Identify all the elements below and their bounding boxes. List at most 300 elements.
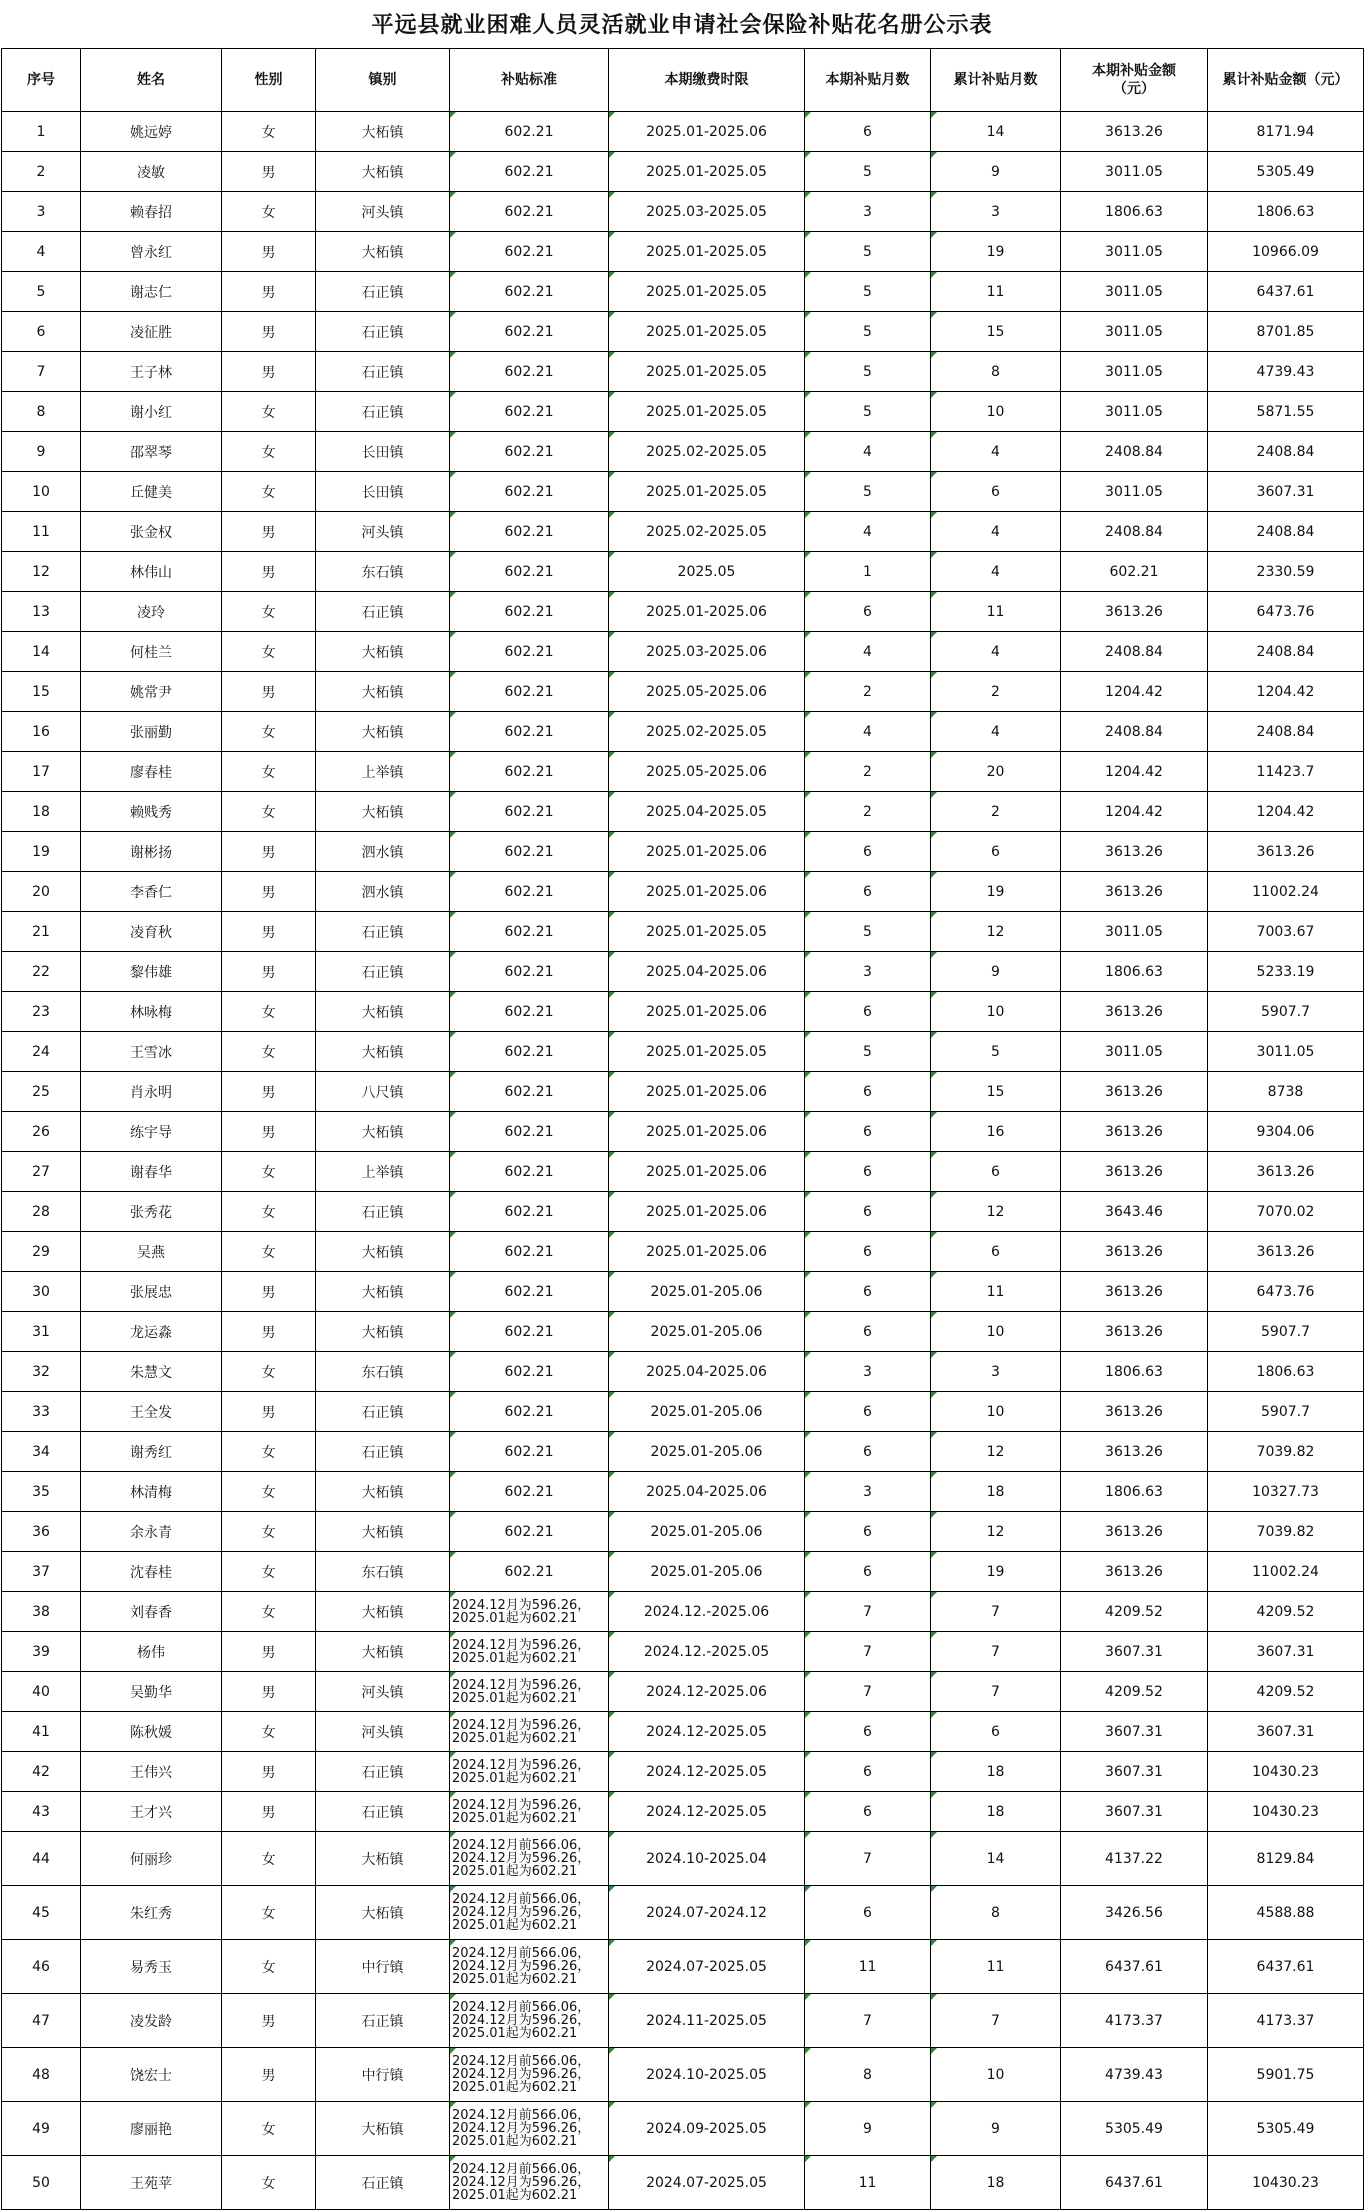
cell-amount: 2408.84: [1061, 512, 1208, 552]
cell-name: 谢小红: [81, 392, 222, 432]
cell-amount: 3613.26: [1061, 1552, 1208, 1592]
cell-period: 2025.04-2025.06: [609, 1472, 805, 1512]
cell-gender: 男: [222, 352, 316, 392]
cell-name: 练宇导: [81, 1112, 222, 1152]
cell-gender: 女: [222, 1352, 316, 1392]
table-body: [2, 112, 1364, 2210]
cell-amount: 3643.46: [1061, 1192, 1208, 1232]
cell-name: 王雪冰: [81, 1032, 222, 1072]
cell-name: 凌育秋: [81, 912, 222, 952]
cell-total-months: 11: [931, 272, 1061, 312]
cell-months: 6: [805, 992, 931, 1032]
cell-name: 龙运淼: [81, 1312, 222, 1352]
cell-seq: 31: [2, 1312, 81, 1352]
cell-months: 6: [805, 1112, 931, 1152]
cell-standard: 602.21: [450, 1032, 609, 1072]
cell-amount: 3613.26: [1061, 872, 1208, 912]
cell-total-amount: 5907.7: [1208, 1312, 1364, 1352]
header-row: [2, 49, 1364, 112]
cell-total-amount: 6473.76: [1208, 1272, 1364, 1312]
cell-amount: 4173.37: [1061, 1994, 1208, 2048]
cell-total-amount: 7039.82: [1208, 1512, 1364, 1552]
cell-total-amount: 11002.24: [1208, 1552, 1364, 1592]
cell-amount: 3426.56: [1061, 1886, 1208, 1940]
cell-town: 大柘镇: [316, 1232, 450, 1272]
cell-total-amount: 2408.84: [1208, 632, 1364, 672]
cell-standard: 602.21: [450, 1232, 609, 1272]
cell-amount: 4209.52: [1061, 1672, 1208, 1712]
cell-standard: 602.21: [450, 392, 609, 432]
cell-name: 曾永红: [81, 232, 222, 272]
cell-seq: 15: [2, 672, 81, 712]
cell-seq: 26: [2, 1112, 81, 1152]
cell-standard: 602.21: [450, 592, 609, 632]
cell-town: 大柘镇: [316, 1032, 450, 1072]
cell-standard: 602.21: [450, 272, 609, 312]
cell-total-amount: 4173.37: [1208, 1994, 1364, 2048]
cell-months: 6: [805, 1312, 931, 1352]
cell-seq: 14: [2, 632, 81, 672]
cell-total-amount: 3613.26: [1208, 832, 1364, 872]
cell-town: 中行镇: [316, 2048, 450, 2102]
cell-amount: 3011.05: [1061, 912, 1208, 952]
cell-name: 林清梅: [81, 1472, 222, 1512]
cell-name: 凌发龄: [81, 1994, 222, 2048]
cell-town: 大柘镇: [316, 1632, 450, 1672]
cell-period: 2025.03-2025.05: [609, 192, 805, 232]
cell-period: 2025.01-205.06: [609, 1552, 805, 1592]
header-town: 镇别: [316, 49, 450, 112]
cell-amount: 3011.05: [1061, 472, 1208, 512]
table-row: [2, 1192, 1364, 1232]
cell-total-amount: 5871.55: [1208, 392, 1364, 432]
cell-total-months: 14: [931, 1832, 1061, 1886]
cell-total-months: 6: [931, 1152, 1061, 1192]
cell-standard: 602.21: [450, 1152, 609, 1192]
table-row: [2, 1232, 1364, 1272]
cell-name: 林伟山: [81, 552, 222, 592]
cell-total-months: 19: [931, 872, 1061, 912]
cell-seq: 6: [2, 312, 81, 352]
cell-total-months: 8: [931, 352, 1061, 392]
cell-total-months: 18: [931, 2156, 1061, 2210]
cell-period: 2025.01-2025.06: [609, 1192, 805, 1232]
cell-total-amount: 2408.84: [1208, 432, 1364, 472]
cell-standard: 602.21: [450, 1552, 609, 1592]
cell-total-amount: 1204.42: [1208, 792, 1364, 832]
cell-town: 八尺镇: [316, 1072, 450, 1112]
cell-total-months: 3: [931, 1352, 1061, 1392]
cell-town: 大柘镇: [316, 2102, 450, 2156]
cell-total-amount: 5901.75: [1208, 2048, 1364, 2102]
cell-months: 6: [805, 1272, 931, 1312]
cell-months: 11: [805, 1940, 931, 1994]
cell-town: 大柘镇: [316, 632, 450, 672]
cell-gender: 男: [222, 1792, 316, 1832]
cell-seq: 16: [2, 712, 81, 752]
cell-standard: 602.21: [450, 872, 609, 912]
cell-months: 3: [805, 1472, 931, 1512]
cell-gender: 男: [222, 1272, 316, 1312]
cell-months: 6: [805, 1792, 931, 1832]
cell-total-months: 6: [931, 1232, 1061, 1272]
cell-standard: 2024.12月为596.26， 2025.01起为602.21: [450, 1792, 609, 1832]
cell-gender: 女: [222, 1712, 316, 1752]
cell-total-months: 4: [931, 712, 1061, 752]
cell-months: 7: [805, 1832, 931, 1886]
cell-period: 2025.01-2025.06: [609, 1152, 805, 1192]
cell-total-months: 6: [931, 832, 1061, 872]
cell-seq: 22: [2, 952, 81, 992]
cell-amount: 3613.26: [1061, 1512, 1208, 1552]
cell-months: 5: [805, 152, 931, 192]
cell-town: 河头镇: [316, 512, 450, 552]
cell-name: 谢彬扬: [81, 832, 222, 872]
cell-total-months: 6: [931, 1712, 1061, 1752]
cell-months: 8: [805, 2048, 931, 2102]
cell-name: 刘春香: [81, 1592, 222, 1632]
cell-seq: 35: [2, 1472, 81, 1512]
cell-amount: 4739.43: [1061, 2048, 1208, 2102]
cell-period: 2024.12-2025.05: [609, 1792, 805, 1832]
cell-seq: 47: [2, 1994, 81, 2048]
cell-seq: 11: [2, 512, 81, 552]
cell-standard: 602.21: [450, 192, 609, 232]
cell-months: 5: [805, 912, 931, 952]
cell-months: 5: [805, 232, 931, 272]
cell-months: 6: [805, 1712, 931, 1752]
cell-months: 6: [805, 1752, 931, 1792]
cell-seq: 2: [2, 152, 81, 192]
cell-amount: 2408.84: [1061, 712, 1208, 752]
cell-gender: 男: [222, 512, 316, 552]
table-row: [2, 232, 1364, 272]
cell-standard: 602.21: [450, 1312, 609, 1352]
cell-name: 凌征胜: [81, 312, 222, 352]
cell-months: 6: [805, 1512, 931, 1552]
cell-gender: 女: [222, 632, 316, 672]
cell-period: 2024.12-2025.06: [609, 1672, 805, 1712]
cell-town: 大柘镇: [316, 232, 450, 272]
cell-name: 凌玲: [81, 592, 222, 632]
cell-period: 2025.01-2025.05: [609, 232, 805, 272]
cell-period: 2025.01-205.06: [609, 1512, 805, 1552]
cell-total-months: 12: [931, 1512, 1061, 1552]
table-row: [2, 752, 1364, 792]
cell-months: 7: [805, 1632, 931, 1672]
cell-town: 河头镇: [316, 1672, 450, 1712]
cell-seq: 46: [2, 1940, 81, 1994]
cell-period: 2025.01-2025.05: [609, 472, 805, 512]
cell-months: 7: [805, 1672, 931, 1712]
cell-seq: 38: [2, 1592, 81, 1632]
cell-amount: 3613.26: [1061, 1432, 1208, 1472]
cell-total-months: 18: [931, 1792, 1061, 1832]
cell-months: 6: [805, 1432, 931, 1472]
cell-period: 2025.01-2025.05: [609, 152, 805, 192]
cell-total-months: 6: [931, 472, 1061, 512]
table-row: [2, 792, 1364, 832]
cell-amount: 1204.42: [1061, 792, 1208, 832]
cell-total-months: 7: [931, 1592, 1061, 1632]
cell-amount: 1806.63: [1061, 192, 1208, 232]
cell-town: 大柘镇: [316, 112, 450, 152]
cell-town: 泗水镇: [316, 832, 450, 872]
cell-period: 2025.02-2025.05: [609, 512, 805, 552]
cell-amount: 3613.26: [1061, 1272, 1208, 1312]
cell-amount: 3011.05: [1061, 232, 1208, 272]
cell-seq: 34: [2, 1432, 81, 1472]
cell-amount: 1204.42: [1061, 672, 1208, 712]
cell-name: 吴勤华: [81, 1672, 222, 1712]
cell-standard: 2024.12月为596.26， 2025.01起为602.21: [450, 1752, 609, 1792]
cell-amount: 1806.63: [1061, 1472, 1208, 1512]
table-row: [2, 1112, 1364, 1152]
cell-total-months: 16: [931, 1112, 1061, 1152]
table-row: [2, 832, 1364, 872]
cell-amount: 3613.26: [1061, 1152, 1208, 1192]
cell-amount: 4209.52: [1061, 1592, 1208, 1632]
cell-name: 王苑苹: [81, 2156, 222, 2210]
cell-seq: 17: [2, 752, 81, 792]
cell-total-months: 18: [931, 1472, 1061, 1512]
cell-months: 6: [805, 112, 931, 152]
header-total-months: 累计补贴月数: [931, 49, 1061, 112]
cell-total-months: 4: [931, 512, 1061, 552]
cell-gender: 男: [222, 912, 316, 952]
cell-amount: 3011.05: [1061, 152, 1208, 192]
cell-months: 6: [805, 872, 931, 912]
cell-seq: 5: [2, 272, 81, 312]
cell-seq: 41: [2, 1712, 81, 1752]
cell-name: 朱慧文: [81, 1352, 222, 1392]
cell-months: 5: [805, 352, 931, 392]
table-row: [2, 1512, 1364, 1552]
cell-total-amount: 8129.84: [1208, 1832, 1364, 1886]
cell-total-months: 10: [931, 1312, 1061, 1352]
cell-months: 3: [805, 1352, 931, 1392]
cell-amount: 3607.31: [1061, 1792, 1208, 1832]
cell-standard: 602.21: [450, 752, 609, 792]
cell-total-amount: 4209.52: [1208, 1592, 1364, 1632]
cell-standard: 2024.12月为596.26， 2025.01起为602.21: [450, 1712, 609, 1752]
cell-gender: 女: [222, 592, 316, 632]
cell-name: 张展忠: [81, 1272, 222, 1312]
cell-total-months: 14: [931, 112, 1061, 152]
cell-standard: 602.21: [450, 512, 609, 552]
cell-name: 肖永明: [81, 1072, 222, 1112]
cell-seq: 12: [2, 552, 81, 592]
table-row: [2, 1632, 1364, 1672]
cell-total-amount: 6437.61: [1208, 1940, 1364, 1994]
cell-period: 2024.07-2025.05: [609, 2156, 805, 2210]
table-row: [2, 1792, 1364, 1832]
cell-gender: 女: [222, 1472, 316, 1512]
cell-town: 石正镇: [316, 1192, 450, 1232]
cell-total-months: 15: [931, 312, 1061, 352]
table-row: [2, 952, 1364, 992]
cell-standard: 2024.12月前566.06， 2024.12月为596.26， 2025.01起为602.21: [450, 2102, 609, 2156]
cell-period: 2024.12.-2025.06: [609, 1592, 805, 1632]
cell-name: 谢志仁: [81, 272, 222, 312]
table-row: [2, 152, 1364, 192]
cell-amount: 1204.42: [1061, 752, 1208, 792]
cell-town: 大柘镇: [316, 1832, 450, 1886]
cell-town: 大柘镇: [316, 1272, 450, 1312]
cell-gender: 女: [222, 392, 316, 432]
header-total-amount: 累计补贴金额（元）: [1208, 49, 1364, 112]
cell-gender: 女: [222, 1886, 316, 1940]
cell-period: 2025.02-2025.05: [609, 432, 805, 472]
header-amount: 本期补贴金额 （元）: [1061, 49, 1208, 112]
cell-period: 2025.01-2025.06: [609, 992, 805, 1032]
cell-amount: 3613.26: [1061, 1392, 1208, 1432]
table-row: [2, 632, 1364, 672]
cell-name: 姚远婷: [81, 112, 222, 152]
cell-total-amount: 3613.26: [1208, 1232, 1364, 1272]
cell-total-amount: 2330.59: [1208, 552, 1364, 592]
cell-gender: 男: [222, 552, 316, 592]
cell-total-months: 10: [931, 2048, 1061, 2102]
cell-gender: 男: [222, 1312, 316, 1352]
cell-town: 大柘镇: [316, 1112, 450, 1152]
cell-total-amount: 8171.94: [1208, 112, 1364, 152]
cell-standard: 602.21: [450, 632, 609, 672]
cell-period: 2025.01-2025.05: [609, 352, 805, 392]
table-row: [2, 2048, 1364, 2102]
cell-gender: 男: [222, 832, 316, 872]
table-row: [2, 1886, 1364, 1940]
cell-standard: 2024.12月前566.06， 2024.12月为596.26， 2025.01起为602.21: [450, 1940, 609, 1994]
table-row: [2, 552, 1364, 592]
cell-town: 大柘镇: [316, 1472, 450, 1512]
cell-total-months: 2: [931, 672, 1061, 712]
cell-name: 陈秋媛: [81, 1712, 222, 1752]
cell-total-amount: 3607.31: [1208, 472, 1364, 512]
cell-total-months: 7: [931, 1994, 1061, 2048]
cell-period: 2025.01-2025.06: [609, 1072, 805, 1112]
cell-seq: 8: [2, 392, 81, 432]
cell-total-amount: 2408.84: [1208, 512, 1364, 552]
cell-total-months: 12: [931, 1432, 1061, 1472]
cell-amount: 3613.26: [1061, 1232, 1208, 1272]
cell-amount: 6437.61: [1061, 2156, 1208, 2210]
cell-standard: 602.21: [450, 152, 609, 192]
cell-gender: 男: [222, 1994, 316, 2048]
cell-name: 张秀花: [81, 1192, 222, 1232]
cell-total-amount: 8738: [1208, 1072, 1364, 1112]
table-row: [2, 1072, 1364, 1112]
cell-total-months: 7: [931, 1632, 1061, 1672]
cell-period: 2025.02-2025.05: [609, 712, 805, 752]
cell-total-months: 20: [931, 752, 1061, 792]
cell-total-amount: 5233.19: [1208, 952, 1364, 992]
cell-months: 6: [805, 1192, 931, 1232]
cell-gender: 女: [222, 2102, 316, 2156]
table-row: [2, 392, 1364, 432]
cell-total-amount: 7003.67: [1208, 912, 1364, 952]
cell-total-months: 8: [931, 1886, 1061, 1940]
cell-amount: 602.21: [1061, 552, 1208, 592]
cell-total-amount: 10966.09: [1208, 232, 1364, 272]
cell-months: 5: [805, 272, 931, 312]
cell-months: 6: [805, 1232, 931, 1272]
cell-total-months: 9: [931, 2102, 1061, 2156]
cell-months: 3: [805, 192, 931, 232]
cell-seq: 13: [2, 592, 81, 632]
cell-standard: 602.21: [450, 992, 609, 1032]
cell-period: 2025.01-2025.06: [609, 592, 805, 632]
page-title: 平远县就业困难人员灵活就业申请社会保险补贴花名册公示表: [371, 12, 993, 38]
cell-gender: 女: [222, 1152, 316, 1192]
cell-period: 2025.01-2025.06: [609, 832, 805, 872]
cell-total-months: 10: [931, 1392, 1061, 1432]
cell-town: 河头镇: [316, 1712, 450, 1752]
cell-months: 4: [805, 432, 931, 472]
cell-total-amount: 11002.24: [1208, 872, 1364, 912]
cell-period: 2025.05-2025.06: [609, 672, 805, 712]
cell-gender: 男: [222, 672, 316, 712]
cell-name: 谢春华: [81, 1152, 222, 1192]
cell-town: 东石镇: [316, 1352, 450, 1392]
table-row: [2, 1592, 1364, 1632]
cell-gender: 男: [222, 1112, 316, 1152]
cell-gender: 男: [222, 872, 316, 912]
cell-standard: 602.21: [450, 1392, 609, 1432]
cell-town: 石正镇: [316, 1752, 450, 1792]
cell-standard: 602.21: [450, 912, 609, 952]
cell-total-months: 12: [931, 1192, 1061, 1232]
cell-name: 沈春桂: [81, 1552, 222, 1592]
cell-standard: 2024.12月为596.26， 2025.01起为602.21: [450, 1672, 609, 1712]
cell-name: 林咏梅: [81, 992, 222, 1032]
cell-total-amount: 5305.49: [1208, 2102, 1364, 2156]
cell-total-amount: 10327.73: [1208, 1472, 1364, 1512]
cell-period: 2025.01-205.06: [609, 1312, 805, 1352]
cell-gender: 女: [222, 752, 316, 792]
header-seq: 序号: [2, 49, 81, 112]
cell-total-amount: 5907.7: [1208, 992, 1364, 1032]
cell-name: 王全发: [81, 1392, 222, 1432]
cell-total-months: 19: [931, 1552, 1061, 1592]
table-row: [2, 1032, 1364, 1072]
cell-period: 2024.11-2025.05: [609, 1994, 805, 2048]
cell-town: 石正镇: [316, 1994, 450, 2048]
table-row: [2, 2156, 1364, 2210]
header-name: 姓名: [81, 49, 222, 112]
cell-town: 东石镇: [316, 552, 450, 592]
cell-town: 长田镇: [316, 432, 450, 472]
cell-period: 2025.01-205.06: [609, 1392, 805, 1432]
cell-period: 2025.04-2025.06: [609, 952, 805, 992]
cell-gender: 女: [222, 1592, 316, 1632]
cell-amount: 3011.05: [1061, 1032, 1208, 1072]
cell-months: 4: [805, 632, 931, 672]
cell-name: 谢秀红: [81, 1432, 222, 1472]
cell-gender: 女: [222, 2156, 316, 2210]
cell-months: 4: [805, 712, 931, 752]
cell-standard: 2024.12月前566.06， 2024.12月为596.26， 2025.01起为602.21: [450, 2048, 609, 2102]
table-row: [2, 1712, 1364, 1752]
cell-months: 9: [805, 2102, 931, 2156]
cell-period: 2025.01-2025.06: [609, 1232, 805, 1272]
cell-period: 2024.12.-2025.05: [609, 1632, 805, 1672]
cell-total-months: 11: [931, 1940, 1061, 1994]
cell-gender: 女: [222, 1232, 316, 1272]
cell-amount: 3613.26: [1061, 1312, 1208, 1352]
cell-months: 6: [805, 1886, 931, 1940]
cell-period: 2025.04-2025.05: [609, 792, 805, 832]
